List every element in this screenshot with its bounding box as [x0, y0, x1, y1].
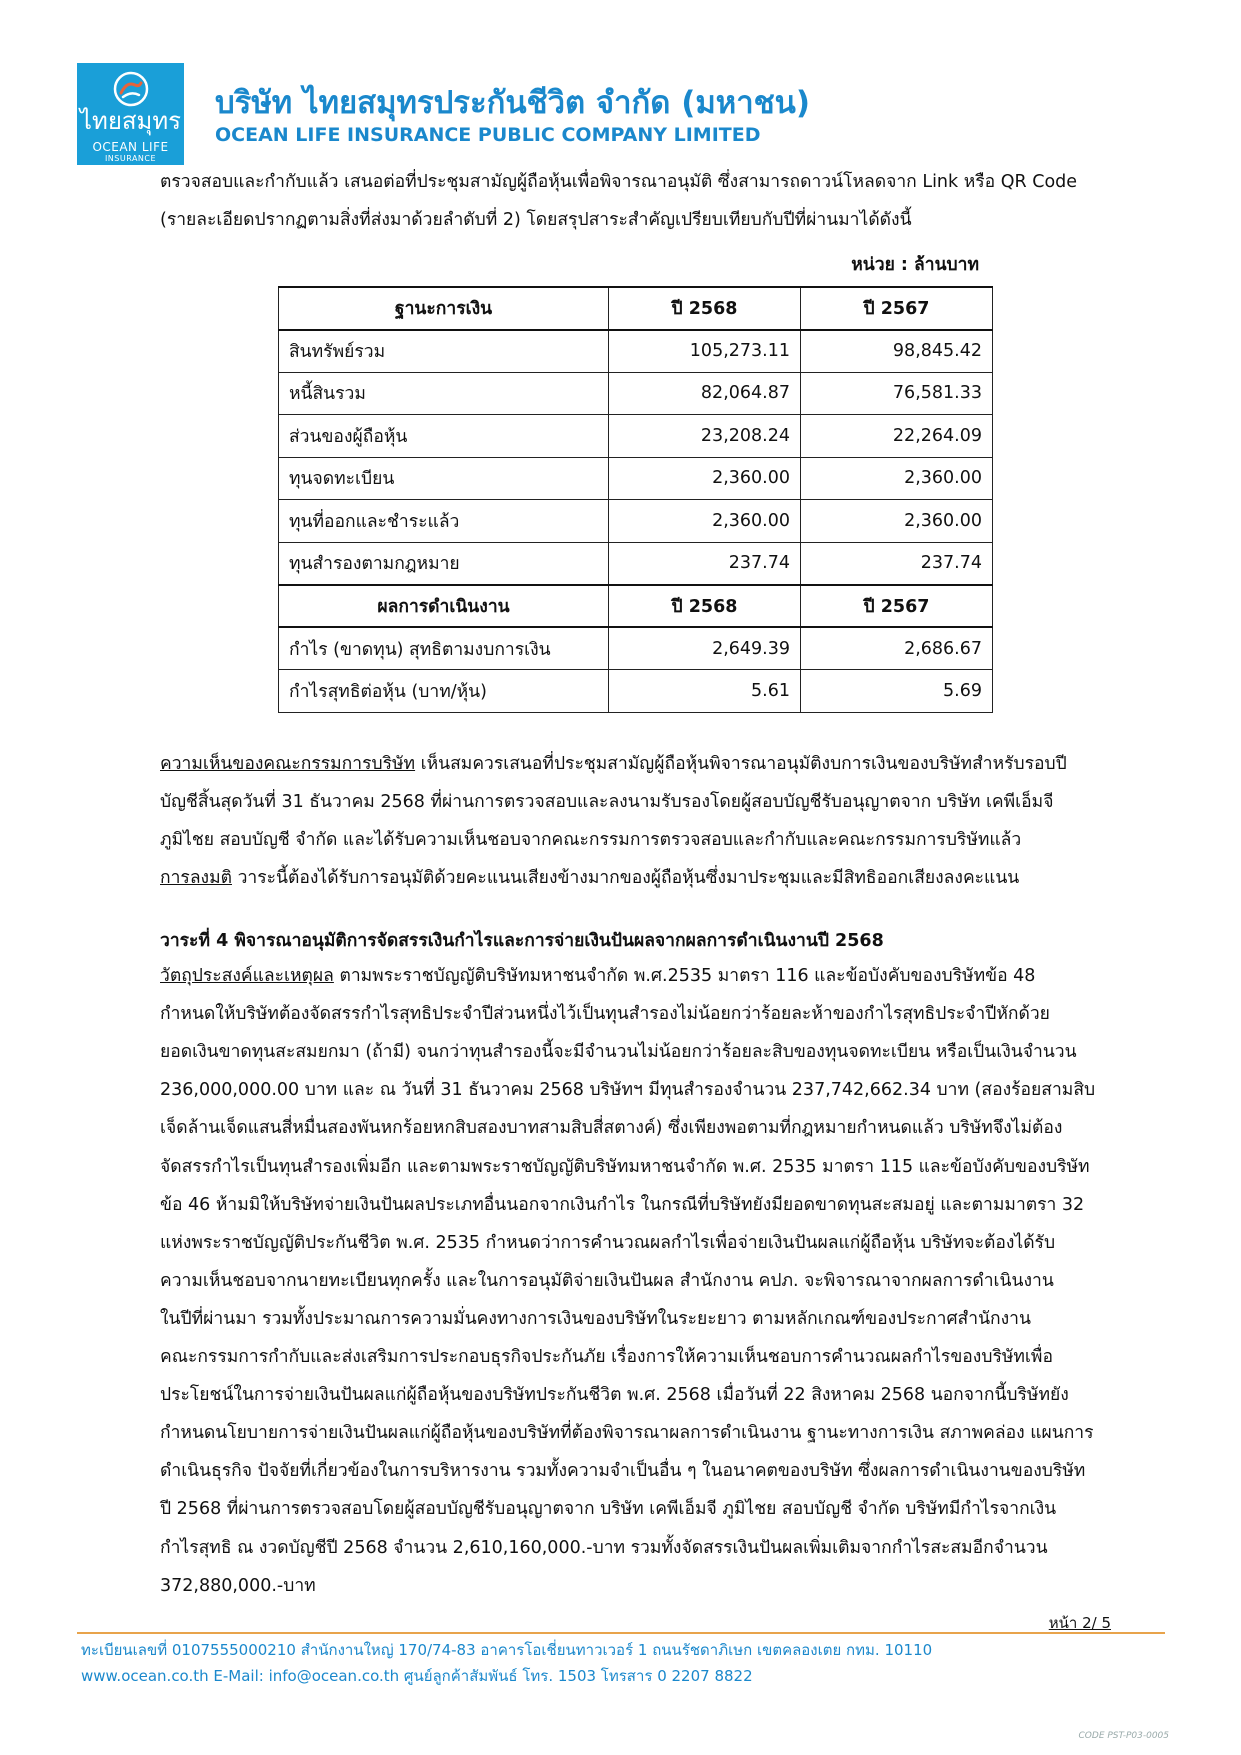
page-number: หน้า 2/ 5: [1048, 1614, 1111, 1632]
vote-text: วาระนี้ต้องได้รับการอนุมัติด้วยคะแนนเสียงข้างมากของผู้ถือหุ้นซึ่งมาประชุมและมีสิทธิออกเสียงลงคะแนน: [232, 868, 1020, 888]
agenda-4-line: ความเห็นชอบจากนายทะเบียนทุกครั้ง และในการอนุมัติจ่ายเงินปันผล สำนักงาน คปภ. จะพิจารณาจากผลการดำเนินงาน: [160, 1270, 1054, 1291]
table-row: [279, 670, 993, 713]
table-row: [279, 372, 993, 415]
agenda-4-line: ประโยชน์ในการจ่ายเงินปันผลแก่ผู้ถือหุ้นของบริษัทประกันชีวิต พ.ศ. 2568 เมื่อวันที่ 22 สิงหาคม 2568 นอกจากนี้บริษัทยัง: [160, 1385, 1069, 1406]
table-header-row: [279, 585, 993, 628]
table-value-cell: 2,360.00: [801, 457, 993, 500]
logo-en-line2: INSURANCE: [104, 154, 157, 163]
agenda-4-line: กำหนดให้บริษัทต้องจัดสรรกำไรสุทธิประจำปีส่วนหนึ่งไว้เป็นทุนสำรองไม่น้อยกว่าร้อยละห้าของกำไรสุทธิประจำปีหักด้วย: [160, 1004, 1050, 1025]
opinion-label: ความเห็นของคณะกรรมการบริษัท: [160, 754, 416, 774]
table-header-cell: ผลการดำเนินงาน: [279, 585, 609, 628]
table-label-cell: ทุนจดทะเบียน: [279, 457, 609, 500]
table-value-cell: 23,208.24: [609, 415, 801, 458]
agenda-4-line: จัดสรรกำไรเป็นทุนสำรองเพิ่มอีก และตามพระราชบัญญัติบริษัทมหาชนจำกัด พ.ศ. 2535 มาตรา 115 และข้อบังคับของบริษัท: [160, 1156, 1090, 1177]
intro-line-1: ตรวจสอบและกำกับแล้ว เสนอต่อที่ประชุมสามัญผู้ถือหุ้นเพื่อพิจารณาอนุมัติ ซึ่งสามารถดาวน์โหลดจาก Link หรือ QR Code: [160, 172, 1078, 192]
table-row: [279, 542, 993, 585]
agenda-4-line: ดำเนินธุรกิจ ปัจจัยที่เกี่ยวข้องในการบริหารงาน รวมทั้งความจำเป็นอื่น ๆ ในอนาคตของบริษัท ซึ่งผลการดำเนินงานของบริษัท: [160, 1461, 1086, 1482]
table-label-cell: กำไรสุทธิต่อหุ้น (บาท/หุ้น): [279, 670, 609, 713]
vote-line: [160, 868, 1120, 888]
table-header-cell: ปี 2567: [801, 585, 993, 628]
table-row: [279, 627, 993, 670]
agenda-4-line: เจ็ดล้านเจ็ดแสนสี่หมื่นสองพันหกร้อยหกสิบสองบาทสามสิบสี่สตางค์) ซึ่งเพียงพอตามที่กฎหมายกำหนดแล้ว บริษัทจึงไม่ต้อง: [160, 1118, 1063, 1139]
financial-summary-table: [278, 286, 993, 713]
purpose-label: วัตถุประสงค์และเหตุผล: [160, 966, 334, 986]
opinion-line-1: [160, 754, 1120, 774]
table-label-cell: หนี้สินรวม: [279, 372, 609, 415]
agenda-4-line: ในปีที่ผ่านมา รวมทั้งประมาณการความมั่นคงทางการเงินของบริษัทในระยะยาว ตามหลักเกณฑ์ของประกาศสำนักงาน: [160, 1308, 1031, 1329]
agenda-4-line: แห่งพระราชบัญญัติประกันชีวิต พ.ศ. 2535 กำหนดว่าการคำนวณผลกำไรเพื่อจ่ายเงินปันผลแก่ผู้ถือหุ้น บริษัทจะต้องได้รับ: [160, 1232, 1056, 1253]
table-value-cell: 76,581.33: [801, 372, 993, 415]
opinion-line-2: บัญชีสิ้นสุดวันที่ 31 ธันวาคม 2568 ที่ผ่านการตรวจสอบและลงนามรับรองโดยผู้สอบบัญชีรับอนุญาตจาก บริษัท เคพีเอ็มจี: [160, 792, 1054, 812]
table-header-cell: ฐานะการเงิน: [279, 287, 609, 330]
table-value-cell: 2,360.00: [801, 500, 993, 543]
table-value-cell: 5.61: [609, 670, 801, 713]
agenda-4-line: 236,000,000.00 บาท และ ณ วันที่ 31 ธันวาคม 2568 บริษัทฯ มีทุนสำรองจำนวน 237,742,662.34 บาท (สองร้อยสามสิบ: [160, 1080, 1096, 1101]
ocean-life-emblem-icon: [113, 71, 149, 107]
footer-address: ทะเบียนเลขที่ 0107555000210 สำนักงานใหญ่ 170/74-83 อาคารโอเชี่ยนทาวเวอร์ 1 ถนนรัชดาภิเษก เขตคลองเตย กทม. 10110: [81, 1641, 933, 1659]
agenda-4-line: [160, 966, 1120, 986]
agenda-4-line: คณะกรรมการกำกับและส่งเสริมการประกอบธุรกิจประกันภัย เรื่องการให้ความเห็นชอบการคำนวณผลกำไรของบริษัทเพื่อ: [160, 1347, 1053, 1367]
table-label-cell: กำไร (ขาดทุน) สุทธิตามงบการเงิน: [279, 627, 609, 670]
table-row: [279, 415, 993, 458]
company-name-thai: บริษัท ไทยสมุทรประกันชีวิต จำกัด (มหาชน): [215, 85, 811, 121]
table-header-cell: ปี 2568: [609, 585, 801, 628]
document-code: CODE PST-P03-0005: [1078, 1731, 1169, 1741]
unit-label: หน่วย : ล้านบาท: [851, 255, 979, 275]
agenda-4-line: กำหนดนโยบายการจ่ายเงินปันผลแก่ผู้ถือหุ้นของบริษัทที่ต้องพิจารณาผลการดำเนินงาน ฐานะทางการเงิน สภาพคล่อง แผนการ: [160, 1423, 1094, 1444]
table-row: [279, 500, 993, 543]
table-value-cell: 237.74: [609, 542, 801, 585]
table-value-cell: 2,360.00: [609, 457, 801, 500]
opinion-line-1-text: เห็นสมควรเสนอที่ประชุมสามัญผู้ถือหุ้นพิจารณาอนุมัติงบการเงินของบริษัทสำหรับรอบปี: [415, 754, 1067, 774]
opinion-line-3: ภูมิไชย สอบบัญชี จำกัด และได้รับความเห็นชอบจากคณะกรรมการตรวจสอบและกำกับและคณะกรรมการบริษัทแล้ว: [160, 830, 1022, 850]
agenda-4-line: กำไรสุทธิ ณ งวดบัญชีปี 2568 จำนวน 2,610,160,000.-บาท รวมทั้งจัดสรรเงินปันผลเพิ่มเติมจากกำไรสะสมอีกจำนวน: [160, 1537, 1048, 1558]
table-value-cell: 237.74: [801, 542, 993, 585]
footer-divider: [77, 1632, 1165, 1634]
table-value-cell: 5.69: [801, 670, 993, 713]
logo-thai-text: ไทยสมุทร: [79, 107, 182, 135]
agenda-4-line: ปี 2568 ที่ผ่านการตรวจสอบโดยผู้สอบบัญชีรับอนุญาตจาก บริษัท เคพีเอ็มจี ภูมิไชย สอบบัญชี จำกัด บริษัทมีกำไรจากเงิน: [160, 1499, 1057, 1520]
table-header-cell: ปี 2568: [609, 287, 801, 330]
table-value-cell: 2,360.00: [609, 500, 801, 543]
table-value-cell: 98,845.42: [801, 330, 993, 373]
table-row: [279, 330, 993, 373]
company-logo: [77, 63, 184, 165]
table-value-cell: 2,686.67: [801, 627, 993, 670]
table-value-cell: 105,273.11: [609, 330, 801, 373]
table-label-cell: ทุนที่ออกและชำระแล้ว: [279, 500, 609, 543]
logo-en-line1: OCEAN LIFE: [92, 140, 169, 154]
vote-label: การลงมติ: [160, 868, 232, 888]
table-header-row: [279, 287, 993, 330]
company-name-en: OCEAN LIFE INSURANCE PUBLIC COMPANY LIMITED: [215, 124, 761, 146]
table-label-cell: สินทรัพย์รวม: [279, 330, 609, 373]
table-header-cell: ปี 2567: [801, 287, 993, 330]
table-label-cell: ส่วนของผู้ถือหุ้น: [279, 415, 609, 458]
footer-contact: www.ocean.co.th E-Mail: info@ocean.co.th ศูนย์ลูกค้าสัมพันธ์ โทร. 1503 โทรสาร 0 2207 8822: [81, 1667, 753, 1685]
agenda-4-line: ยอดเงินขาดทุนสะสมยกมา (ถ้ามี) จนกว่าทุนสำรองนี้จะมีจำนวนไม่น้อยกว่าร้อยละสิบของทุนจดทะเบียน หรือเป็นเงินจำนวน: [160, 1042, 1077, 1063]
table-value-cell: 82,064.87: [609, 372, 801, 415]
table-row: [279, 457, 993, 500]
intro-line-2: (รายละเอียดปรากฏตามสิ่งที่ส่งมาด้วยลำดับที่ 2) โดยสรุปสาระสำคัญเปรียบเทียบกับปีที่ผ่านมาได้ดังนี้: [160, 210, 912, 230]
agenda-4-line: ข้อ 46 ห้ามมิให้บริษัทจ่ายเงินปันผลประเภทอื่นนอกจากเงินกำไร ในกรณีที่บริษัทยังมียอดขาดทุนสะสมอยู่ และตามมาตรา 32: [160, 1194, 1085, 1215]
table-label-cell: ทุนสำรองตามกฎหมาย: [279, 542, 609, 585]
agenda-4-line: 372,880,000.-บาท: [160, 1575, 316, 1596]
table-value-cell: 2,649.39: [609, 627, 801, 670]
agenda-4-title: วาระที่ 4 พิจารณาอนุมัติการจัดสรรเงินกำไรและการจ่ายเงินปันผลจากผลการดำเนินงานปี 2568: [160, 931, 884, 951]
table-value-cell: 22,264.09: [801, 415, 993, 458]
agenda-4-line-text: ตามพระราชบัญญัติบริษัทมหาชนจำกัด พ.ศ.2535 มาตรา 116 และข้อบังคับของบริษัทข้อ 48: [333, 966, 1036, 986]
